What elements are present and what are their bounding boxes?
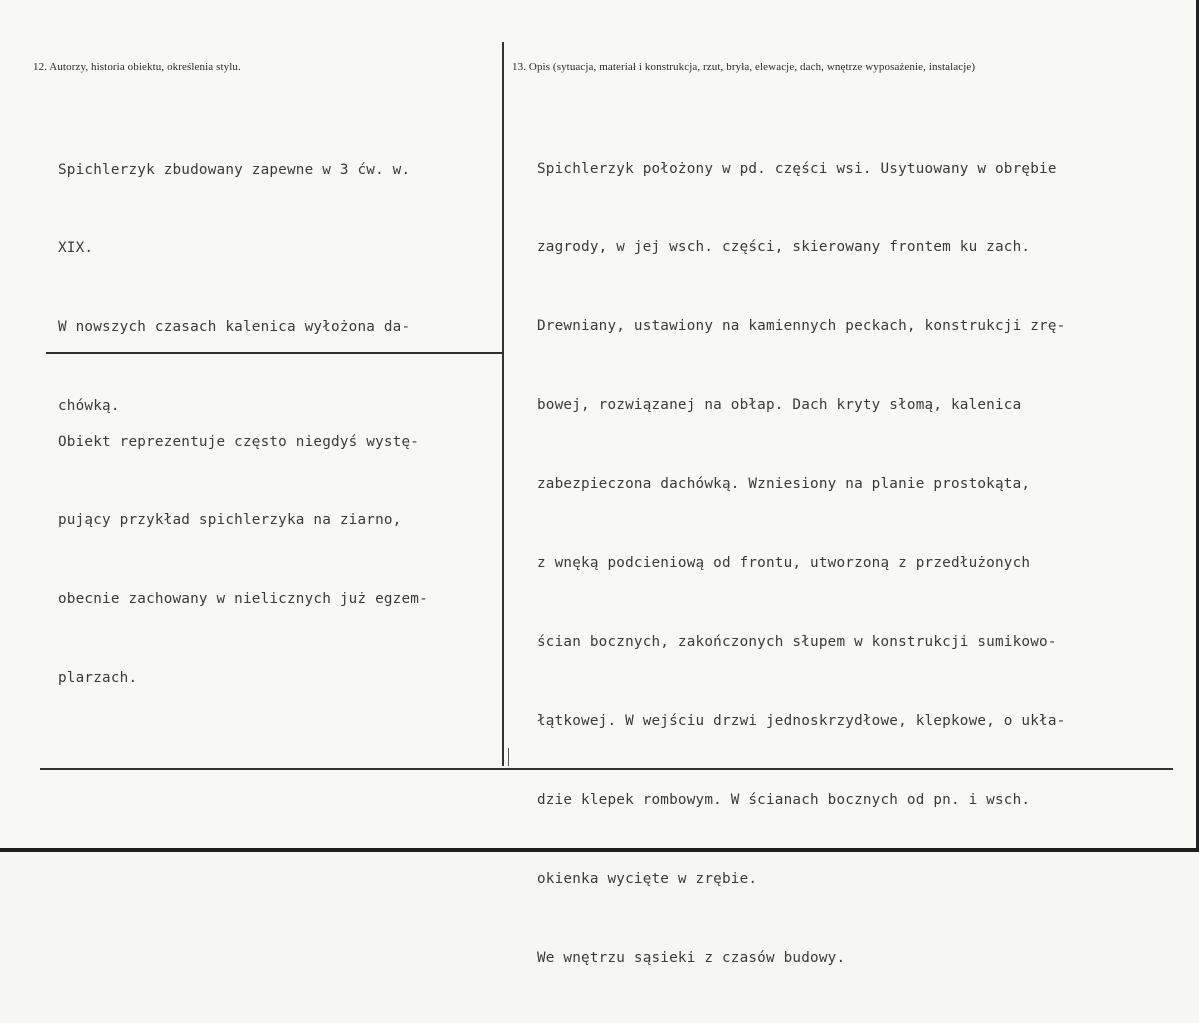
assessment-text (58, 376, 428, 744)
section-13-text (537, 103, 1065, 1023)
column-divider (502, 42, 504, 766)
section-12-heading: 12. Autorzy, historia obiektu, określenia stylu. (33, 61, 241, 73)
section-13-heading: 13. Opis (sytuacja, materiał i konstrukcja, rzut, bryła, elewacje, dach, wnętrze wyposażenie, instalacje) (512, 61, 976, 73)
text-line: ścian bocznych, zakończonych słupem w konstrukcji sumikowo- (537, 633, 1057, 650)
text-line: chówką. (58, 398, 120, 415)
text-line: Obiekt reprezentuje często niegdyś wystę- (58, 433, 420, 450)
text-line: zagrody, w jej wsch. części, skierowany frontem ku zach. (537, 239, 1031, 256)
text-line: dzie klepek rombowym. W ścianach bocznych od pn. i wsch. (537, 791, 1031, 808)
column-divider-tick (508, 748, 509, 766)
text-line: zabezpieczona dachówką. Wzniesiony na planie prostokąta, (537, 476, 1031, 493)
text-line: W nowszych czasach kalenica wyłożona da- (58, 319, 411, 336)
text-line: obecnie zachowany w nielicznych już egzem- (58, 591, 428, 608)
text-line: We wnętrzu sąsieki z czasów budowy. (537, 949, 846, 966)
text-line: XIX. (58, 240, 94, 257)
text-line: Spichlerzyk zbudowany zapewne w 3 ćw. w. (58, 161, 411, 178)
text-line: plarzach. (58, 670, 138, 687)
text-line: Drewniany, ustawiony na kamiennych peckach, konstrukcji zrę- (537, 318, 1066, 335)
text-line: Spichlerzyk położony w pd. części wsi. Usytuowany w obrębie (537, 160, 1057, 177)
text-line: pujący przykład spichlerzyka na ziarno, (58, 512, 402, 529)
text-line: łątkowej. W wejściu drzwi jednoskrzydłowe, klepkowe, o ukła- (537, 712, 1066, 729)
text-line: bowej, rozwiązanej na obłap. Dach kryty słomą, kalenica (537, 397, 1022, 414)
text-line: z wnęką podcieniową od frontu, utworzoną z przedłużonych (537, 555, 1031, 572)
text-line: okienka wycięte w zrębie. (537, 870, 758, 887)
